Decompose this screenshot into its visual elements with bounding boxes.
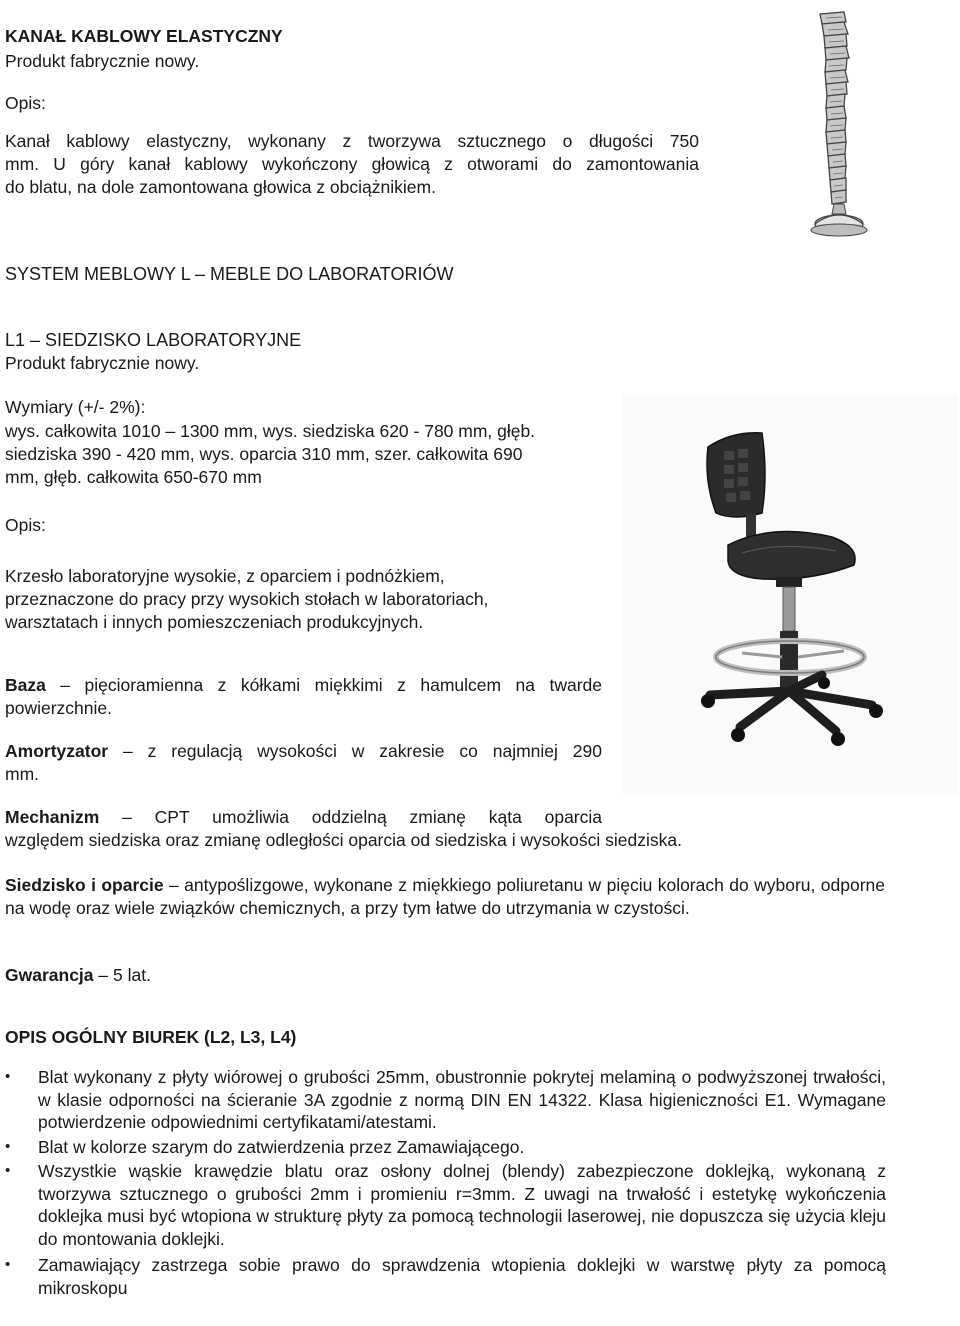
cable-channel-desc-line-2: mm. U góry kanał kablowy wykończony głowicą z otworami do zamontowania xyxy=(5,154,699,174)
seat-backrest-label: Siedzisko i oparcie xyxy=(5,875,164,895)
list-item-text: Blat w kolorze szarym do zatwierdzenia przez Zamawiającego. xyxy=(38,1136,525,1157)
warranty-label: Gwarancja xyxy=(5,965,94,985)
cable-channel-desc-heading: Opis: xyxy=(5,93,46,113)
cable-channel-image xyxy=(800,8,872,240)
lab-seat-desc-line-2: przeznaczone do pracy przy wysokich stołach w laboratoriach, xyxy=(5,589,489,609)
lab-seat-desc-line-3: warsztatach i innych pomieszczeniach produkcyjnych. xyxy=(5,612,424,632)
lab-chair-image xyxy=(622,395,958,795)
lab-seat-desc-line-1: Krzesło laboratoryjne wysokie, z oparciem i podnóżkiem, xyxy=(5,566,445,586)
bullet-icon: • xyxy=(5,1162,11,1179)
damper-spec-line-1 xyxy=(5,740,602,763)
list-item xyxy=(0,1254,886,1299)
cable-channel-subtitle: Produkt fabrycznie nowy. xyxy=(5,51,200,71)
cable-channel-desc-line-1: Kanał kablowy elastyczny, wykonany z tworzywa sztucznego o długości 750 xyxy=(5,131,699,151)
seat-backrest-text: – antypoślizgowe, wykonane z miękkiego poliuretanu w pięciu kolorach do wyboru, odporne na wodę oraz wiele związków chemicznych, a przy tym łatwe do utrzymania w czystości. xyxy=(5,875,885,918)
base-spec-line-2: powierzchnie. xyxy=(5,698,112,718)
cable-channel-title: KANAŁ KABLOWY ELASTYCZNY xyxy=(5,26,283,46)
bullet-icon: • xyxy=(5,1137,11,1155)
seat-backrest-spec xyxy=(5,874,885,919)
warranty-spec xyxy=(5,964,151,987)
base-spec-line-1 xyxy=(5,674,602,697)
dimensions-line-2: siedziska 390 - 420 mm, wys. oparcia 310 mm, szer. całkowita 690 xyxy=(5,444,523,464)
mechanism-label: Mechanizm xyxy=(5,807,100,827)
bullet-icon: • xyxy=(5,1068,11,1085)
dimensions-line-3: mm, głęb. całkowita 650-670 mm xyxy=(5,467,262,487)
mechanism-spec-line-2: względem siedziska oraz zmianę odległości oparcia od siedziska i wysokości siedziska. xyxy=(5,830,682,850)
dimensions-heading: Wymiary (+/- 2%): xyxy=(5,397,146,417)
system-heading: SYSTEM MEBLOWY L – MEBLE DO LABORATORIÓW xyxy=(5,264,454,284)
lab-seat-title: L1 – SIEDZISKO LABORATORYJNE xyxy=(5,330,302,350)
cable-channel-desc-line-3: do blatu, na dole zamontowana głowica z obciążnikiem. xyxy=(5,177,436,197)
lab-seat-subtitle: Produkt fabrycznie nowy. xyxy=(5,353,200,373)
desks-general-title: OPIS OGÓLNY BIUREK (L2, L3, L4) xyxy=(5,1027,297,1047)
desks-spec-list xyxy=(0,1066,886,1299)
lab-seat-desc-heading: Opis: xyxy=(5,515,46,535)
damper-text: – z regulacją wysokości w zakresie co najmniej 290 xyxy=(108,741,602,761)
damper-label: Amortyzator xyxy=(5,741,109,761)
base-label: Baza xyxy=(5,675,46,695)
list-item xyxy=(0,1136,886,1159)
warranty-text: – 5 lat. xyxy=(93,965,151,985)
base-text: – pięcioramienna z kółkami miękkimi z hamulcem na twarde xyxy=(45,675,602,695)
list-item-text: Blat wykonany z płyty wiórowej o grubości 25mm, obustronnie pokrytej melaminą o podwyższonej trwałości, w klasie odporności na ścieranie 3A zgodnie z normą DIN EN 14322. Klasa higieniczności E1. Wymagane potwierdzenie odpowiednimi certyfikatami/atestami. xyxy=(38,1067,886,1132)
dimensions-line-1: wys. całkowita 1010 – 1300 mm, wys. siedziska 620 - 780 mm, głęb. xyxy=(5,421,536,441)
mechanism-text: – CPT umożliwia oddzielną zmianę kąta oparcia xyxy=(99,807,602,827)
list-item-text: Zamawiający zastrzega sobie prawo do sprawdzenia wtopienia doklejki w warstwę płyty za pomocą mikroskopu xyxy=(38,1255,886,1298)
list-item-text: Wszystkie wąskie krawędzie blatu oraz osłony dolnej (blendy) zabezpieczone doklejką, wykonaną z tworzywa sztucznego o grubości 2mm i promieniu r=3mm. Z uwagi na trwałość i estetykę wykończenia doklejka musi być wtopiona w strukturę płyty za pomocą technologii laserowej, nie dopuszcza się użycia kleju do montowania doklejki. xyxy=(38,1161,886,1249)
list-item xyxy=(0,1066,886,1134)
damper-spec-line-2: mm. xyxy=(5,764,40,784)
bullet-icon: • xyxy=(5,1256,11,1273)
mechanism-spec-line-1 xyxy=(5,806,602,829)
list-item xyxy=(0,1160,886,1250)
